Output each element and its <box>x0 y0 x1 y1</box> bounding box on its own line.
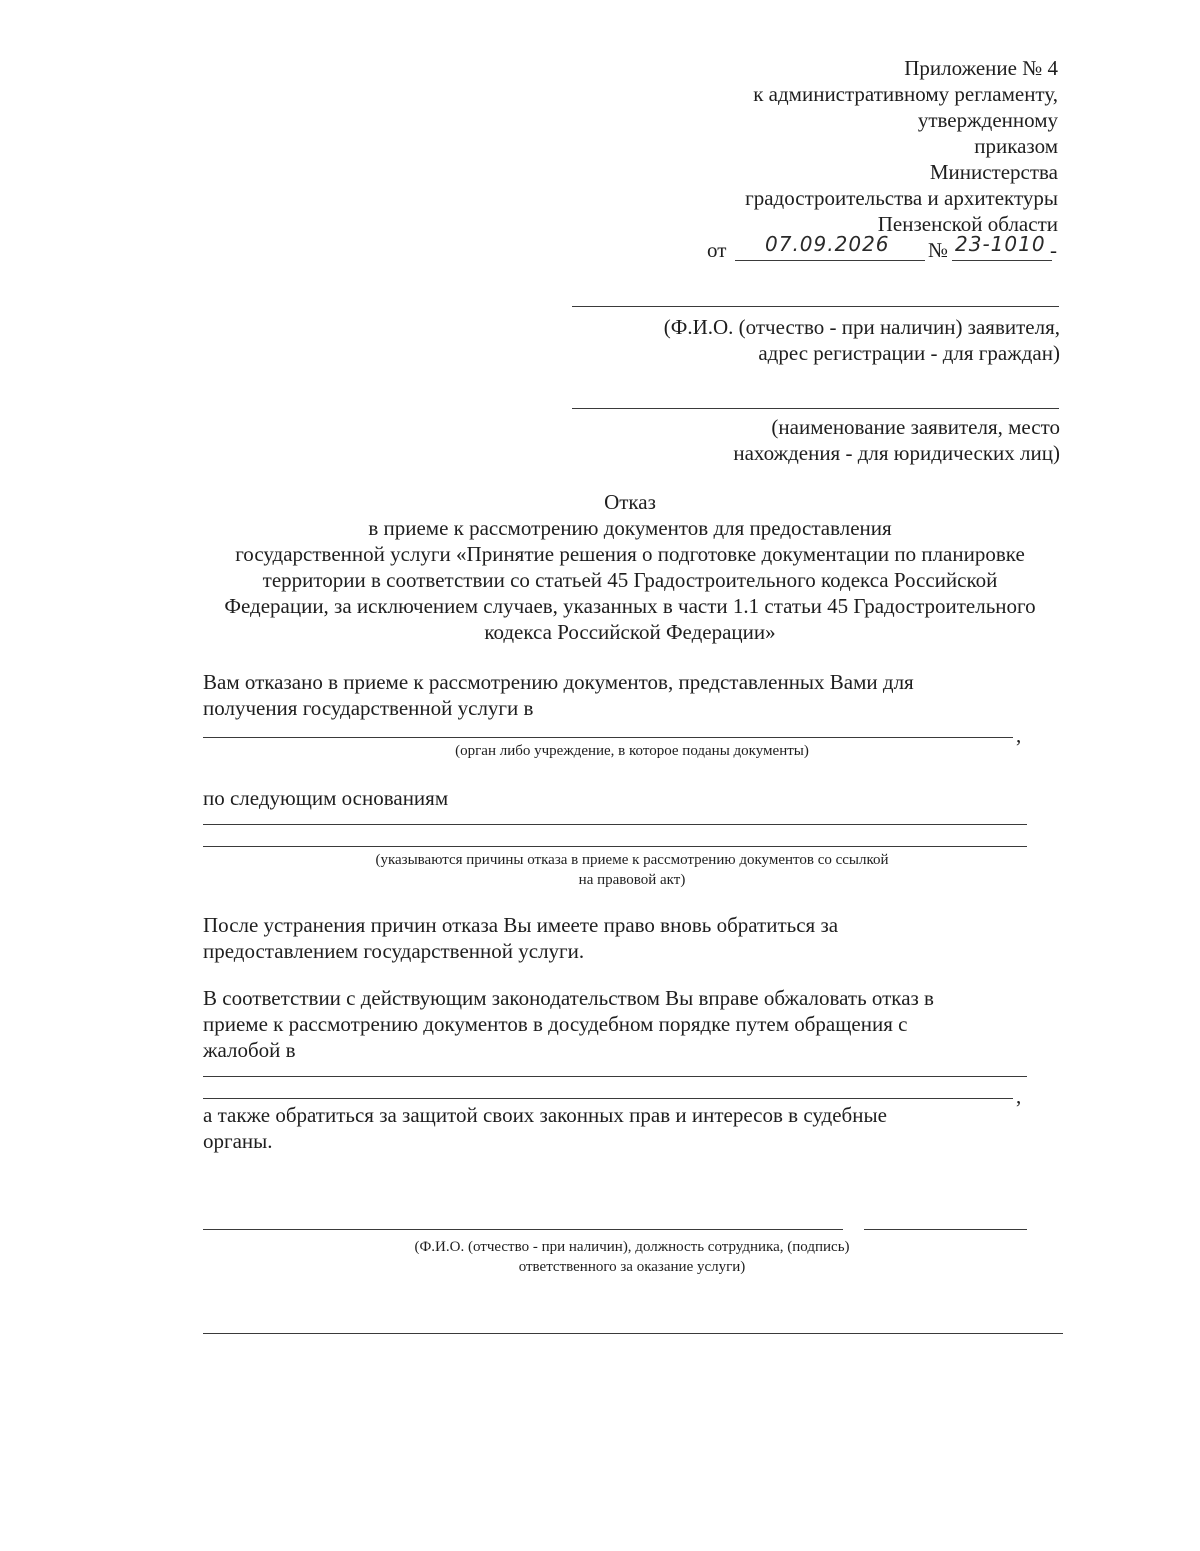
number-handwritten: 23-1010 <box>955 232 1046 256</box>
appeal-text-line1: В соответствии с действующим законодательством Вы вправе обжаловать отказ в <box>203 986 934 1010</box>
reasons-caption-line2: на правовой акт) <box>578 872 686 888</box>
signature-caption-line2: ответственного за оказание услуги) <box>518 1259 746 1275</box>
reasons-caption-line1: (указываются причины отказа в приеме к рассмотрению документов со ссылкой <box>375 852 889 868</box>
reasons-line-1 <box>203 824 1027 825</box>
legal-caption-line2: нахождения - для юридических лиц) <box>733 441 1060 465</box>
organ-line-comma: , <box>1016 723 1022 747</box>
organ-caption: (орган либо учреждение, в которое поданы документы) <box>455 743 809 759</box>
title-line-4: Федерации, за исключением случаев, указанных в части 1.1 статьи 45 Градостроительного <box>224 594 1036 618</box>
organ-line <box>203 737 1013 738</box>
appeal-line-comma: , <box>1016 1084 1022 1108</box>
legal-caption-line1: (наименование заявителя, место <box>771 415 1060 439</box>
date-handwritten: 07.09.2026 <box>765 232 890 256</box>
date-prefix: от <box>707 238 727 262</box>
appendix-line-ministry-name: градостроительства и архитектуры <box>745 186 1058 210</box>
title-line-1: в приеме к рассмотрению документов для предоставления <box>368 516 892 540</box>
court-text-line1: а также обратиться за защитой своих законных прав и интересов в судебные <box>203 1103 887 1127</box>
signature-line <box>864 1229 1027 1230</box>
after-text-line2: предоставлением государственной услуги. <box>203 939 585 963</box>
appendix-line-approved: утвержденному <box>917 108 1058 132</box>
reasons-label: по следующим основаниям <box>203 786 449 810</box>
appendix-line-ministry: Министерства <box>929 160 1058 184</box>
title-line-3: территории в соответствии со статьей 45 Градостроительного кодекса Российской <box>262 568 998 592</box>
signer-name-line <box>203 1229 843 1230</box>
number-underline <box>952 260 1052 261</box>
appendix-line-order: приказом <box>974 134 1058 158</box>
citizen-caption-line1: (Ф.И.О. (отчество - при наличин) заявителя, <box>663 315 1060 339</box>
appeal-body-line-1 <box>203 1076 1027 1077</box>
appendix-title: Приложение № 4 <box>904 56 1058 80</box>
appendix-line-region: Пензенской области <box>877 212 1058 236</box>
signature-caption-line1: (Ф.И.О. (отчество - при наличин), должность сотрудника, (подпись) <box>414 1239 850 1255</box>
number-prefix: № <box>928 238 949 262</box>
title-line-5: кодекса Российской Федерации» <box>484 620 776 644</box>
citizen-name-line <box>572 306 1059 307</box>
title-line-2: государственной услуги «Принятие решения о подготовке документации по планировке <box>235 542 1025 566</box>
number-suffix: - <box>1050 238 1057 262</box>
appeal-text-line3: жалобой в <box>203 1038 296 1062</box>
after-text-line1: После устранения причин отказа Вы имеете право вновь обратиться за <box>203 913 839 937</box>
legal-entity-name-line <box>572 408 1059 409</box>
court-text-line2: органы. <box>203 1129 273 1153</box>
appeal-body-line-2 <box>203 1098 1013 1099</box>
refusal-text-line2: получения государственной услуги в <box>203 696 534 720</box>
date-underline <box>735 260 925 261</box>
citizen-caption-line2: адрес регистрации - для граждан) <box>758 341 1060 365</box>
appendix-line-regulation: к административному регламенту, <box>753 82 1058 106</box>
appeal-text-line2: приеме к рассмотрению документов в досудебном порядке путем обращения с <box>203 1012 908 1036</box>
document-title: Отказ <box>604 490 656 514</box>
bottom-line <box>203 1333 1063 1334</box>
refusal-text-line1: Вам отказано в приеме к рассмотрению документов, представленных Вами для <box>203 670 914 694</box>
reasons-line-2 <box>203 846 1027 847</box>
